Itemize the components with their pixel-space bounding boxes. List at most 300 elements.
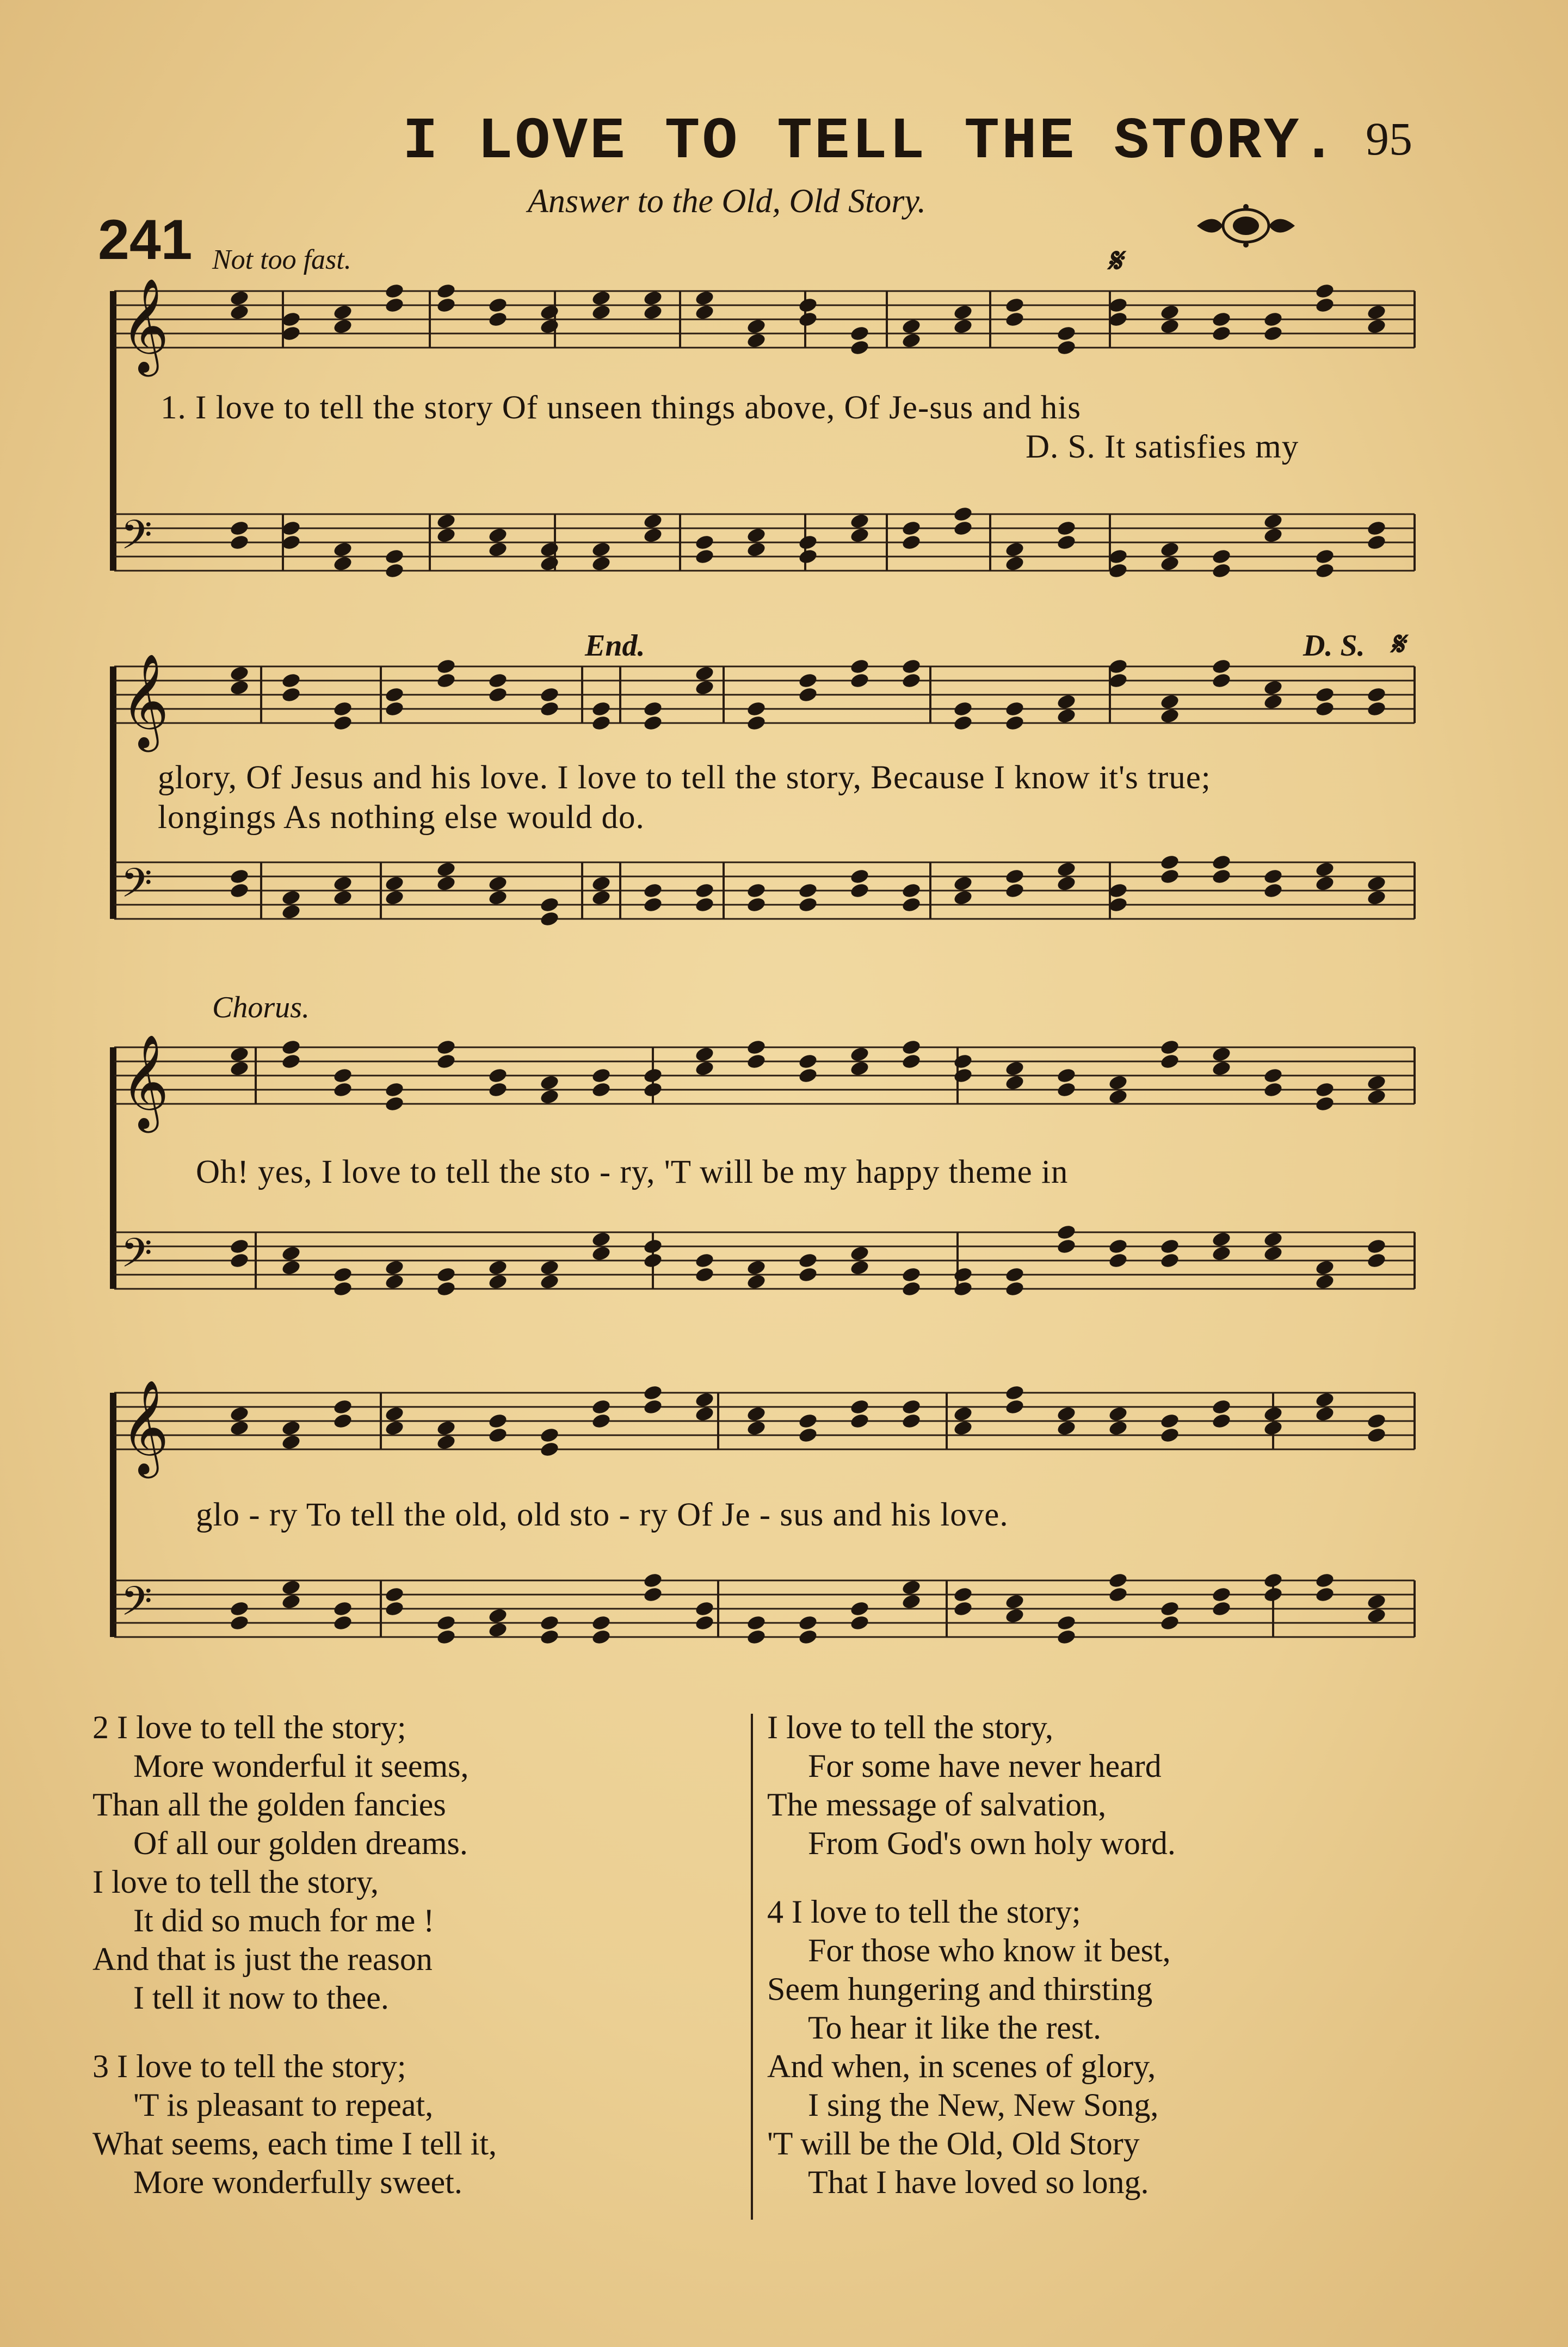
note-head [539,1614,560,1632]
note-head [1263,868,1283,885]
note-head [487,1621,508,1639]
note-head [746,1273,767,1290]
note-head [384,1405,405,1423]
note-head [332,1614,353,1632]
note-head [487,1273,508,1290]
note-head [281,889,301,906]
note-head [229,679,250,696]
note-head [436,1039,456,1056]
note-head [1314,861,1335,878]
note-head [1056,875,1077,892]
note-head [1056,325,1077,342]
note-head [953,1586,973,1603]
note-head [953,889,973,906]
note-head [332,700,353,718]
note-head [643,700,663,718]
note-head [229,882,250,899]
note-head [332,541,353,558]
note-head [539,700,560,718]
note-head [229,1600,250,1617]
note-head [332,1067,353,1084]
note-head [1159,868,1180,885]
note-head [1004,555,1025,572]
segno-mark: 𝄋 [1107,243,1122,280]
note-head [1263,1586,1283,1603]
note-head [901,1579,922,1596]
note-head [1004,1266,1025,1283]
note-head [539,541,560,558]
verse-line: It did so much for me ! [133,1903,435,1938]
bass-clef-icon: 𝄢 [121,1230,152,1287]
note-head [1263,1081,1283,1098]
stanza-gap [92,2017,497,2047]
note-head [849,1398,870,1416]
note-head [1263,1419,1283,1437]
ds-mark: D. S. [1303,629,1365,663]
note-head [591,304,612,321]
note-head [487,1259,508,1276]
note-head [746,700,767,718]
note-head [953,1600,973,1617]
note-head [694,679,715,696]
note-head [798,297,818,314]
note-head [1056,1419,1077,1437]
note-head [591,1231,612,1248]
note-head [746,896,767,913]
note-head [1366,304,1387,321]
note-head [436,1614,456,1632]
note-head [436,861,456,878]
note-head [1159,1600,1180,1617]
note-head [1263,679,1283,696]
note-head [384,1600,405,1617]
note-head [436,512,456,530]
note-head [332,1280,353,1298]
note-head [229,534,250,551]
note-head [1314,700,1335,718]
note-head [798,672,818,689]
note-head [591,1245,612,1262]
note-head [1159,693,1180,711]
note-head [1314,1273,1335,1290]
note-head [384,548,405,565]
note-head [436,875,456,892]
note-head [487,527,508,544]
note-head [487,541,508,558]
note-head [1366,1238,1387,1255]
note-head [281,903,301,921]
note-head [849,339,870,356]
note-head [798,896,818,913]
note-head [849,512,870,530]
note-head [1263,693,1283,711]
note-head [849,1412,870,1430]
note-head [384,1259,405,1276]
note-head [1314,875,1335,892]
note-head [746,714,767,732]
verse-line: Than all the golden fancies [92,1787,446,1823]
note-head [746,1614,767,1632]
note-head [1263,882,1283,899]
note-head [384,297,405,314]
note-head [539,1088,560,1105]
note-head [1366,1426,1387,1444]
treble-clef-icon: 𝄞 [121,1380,169,1474]
chorus-mark: Chorus. [212,991,310,1024]
note-head [953,1419,973,1437]
note-head [1211,548,1232,565]
note-head [643,1586,663,1603]
note-head [694,882,715,899]
note-head [1314,282,1335,300]
note-head [849,1046,870,1063]
hymn-title: I LOVE TO TELL THE STORY. [403,109,1339,175]
verse-line: From God's own holy word. [808,1825,1176,1861]
note-head [591,700,612,718]
note-head [1366,1593,1387,1610]
ornament-icon [1192,201,1300,250]
note-head [849,1259,870,1276]
note-head [1159,304,1180,321]
note-head [901,1053,922,1070]
note-head [798,1067,818,1084]
note-head [384,282,405,300]
note-head [1004,700,1025,718]
note-head [1159,1039,1180,1056]
note-head [694,548,715,565]
note-head [384,686,405,703]
note-head [539,686,560,703]
note-head [332,1398,353,1416]
note-head [591,541,612,558]
note-head [332,1600,353,1617]
note-head [332,875,353,892]
note-head [487,686,508,703]
note-head [746,541,767,558]
note-head [436,1280,456,1298]
lyric-line-4: glo - ry To tell the old, old sto - ry Of Je - sus and his love. [196,1497,1009,1533]
note-head [643,527,663,544]
note-head [1108,1252,1128,1269]
note-head [1056,1224,1077,1241]
note-head [487,1426,508,1444]
note-head [901,534,922,551]
note-head [849,527,870,544]
note-head [643,289,663,307]
note-head [1056,534,1077,551]
note-head [901,1280,922,1298]
note-head [487,1607,508,1625]
note-head [746,527,767,544]
treble-clef-icon: 𝄞 [121,1034,169,1129]
note-head [539,910,560,928]
system-brace [110,666,116,919]
note-head [849,882,870,899]
note-head [1056,339,1077,356]
note-head [1263,311,1283,328]
note-head [746,1259,767,1276]
lyric-line-3: Oh! yes, I love to tell the sto - ry, 'T will be my happy theme in [196,1154,1069,1190]
note-head [229,520,250,537]
note-head [281,1245,301,1262]
lyric-line-2: glory, Of Jesus and his love. I love to tell the story, Because I know it's true; [158,759,1211,796]
note-head [746,332,767,349]
note-head [229,1419,250,1437]
note-head [1263,512,1283,530]
note-head [1211,1046,1232,1063]
note-head [1004,541,1025,558]
note-head [643,1398,663,1416]
note-head [643,1252,663,1269]
note-head [229,1252,250,1269]
note-head [1211,1231,1232,1248]
note-head [1004,1607,1025,1625]
note-head [694,534,715,551]
verse-line: I tell it now to thee. [133,1980,389,2016]
note-head [1108,1419,1128,1437]
note-head [1211,1245,1232,1262]
note-head [229,1046,250,1063]
note-head [1366,318,1387,335]
note-head [694,1266,715,1283]
note-head [281,1593,301,1610]
note-head [384,1586,405,1603]
note-head [643,1384,663,1401]
note-head [1263,1245,1283,1262]
note-head [539,304,560,321]
note-head [591,875,612,892]
note-head [281,672,301,689]
note-head [798,1266,818,1283]
note-head [487,311,508,328]
note-head [953,520,973,537]
note-head [1159,1426,1180,1444]
bass-clef-icon: 𝄢 [121,511,152,569]
note-head [849,1060,870,1077]
note-head [1366,875,1387,892]
note-head [487,889,508,906]
note-head [436,1628,456,1646]
note-head [384,875,405,892]
system-brace [110,1047,116,1289]
note-head [746,1419,767,1437]
note-head [487,1067,508,1084]
note-head [591,714,612,732]
note-head [1366,1412,1387,1430]
note-head [643,1572,663,1589]
note-head [436,1419,456,1437]
note-head [332,555,353,572]
verse-line: And that is just the reason [92,1941,433,1977]
note-head [1056,693,1077,711]
note-head [1366,1252,1387,1269]
note-head [281,1053,301,1070]
verses-section [92,1708,1507,2225]
note-head [229,1614,250,1632]
note-head [332,1081,353,1098]
verse-line: More wonderful it seems, [133,1748,469,1784]
note-head [591,555,612,572]
note-head [1314,1081,1335,1098]
note-head [849,672,870,689]
note-head [229,665,250,682]
note-head [901,882,922,899]
treble-clef-icon: 𝄞 [121,278,169,373]
note-head [1314,686,1335,703]
note-head [953,1266,973,1283]
verse-line: For some have never heard [808,1748,1162,1784]
note-head [591,1412,612,1430]
note-head [332,1266,353,1283]
verse-line: And when, in scenes of glory, [767,2048,1156,2084]
note-head [798,534,818,551]
note-head [1366,1074,1387,1091]
note-head [1211,672,1232,689]
note-head [1366,889,1387,906]
note-head [591,1398,612,1416]
note-head [591,1067,612,1084]
note-head [1159,541,1180,558]
note-head [694,304,715,321]
note-head [1108,1088,1128,1105]
note-head [953,318,973,335]
note-head [798,1614,818,1632]
note-head [1004,882,1025,899]
note-head [1056,520,1077,537]
note-head [281,1434,301,1451]
note-head [1004,1593,1025,1610]
note-head [953,1053,973,1070]
note-head [901,1039,922,1056]
note-head [384,889,405,906]
stanza-gap [767,1863,1176,1893]
note-head [1056,1405,1077,1423]
lyric-line-1-ds: D. S. It satisfies my [1026,429,1299,465]
note-head [332,318,353,335]
note-head [901,1412,922,1430]
note-head [798,1053,818,1070]
note-head [1211,325,1232,342]
note-head [539,1441,560,1458]
note-head [643,882,663,899]
note-head [436,1053,456,1070]
note-head [798,686,818,703]
verse-line: Seem hungering and thirsting [767,1971,1153,2007]
note-head [1159,854,1180,871]
note-head [1314,1572,1335,1589]
note-head [539,1259,560,1276]
note-head [1004,1384,1025,1401]
end-mark: End. [585,629,645,663]
note-head [1159,707,1180,725]
verse-line: The message of salvation, [767,1787,1107,1823]
note-head [229,1060,250,1077]
note-head [901,672,922,689]
note-head [1211,311,1232,328]
note-head [281,1259,301,1276]
note-head [953,700,973,718]
note-head [436,282,456,300]
note-head [539,555,560,572]
note-head [798,548,818,565]
note-head [384,1081,405,1098]
note-head [1263,527,1283,544]
note-head [643,1081,663,1098]
note-head [332,304,353,321]
note-head [953,1405,973,1423]
note-head [953,875,973,892]
note-head [487,1412,508,1430]
note-head [229,1238,250,1255]
note-head [694,896,715,913]
note-head [798,1426,818,1444]
note-head [281,1579,301,1596]
note-head [1314,297,1335,314]
note-head [1314,1391,1335,1409]
verse-line: More wonderfully sweet. [133,2164,462,2200]
note-head [487,1081,508,1098]
note-head [953,1280,973,1298]
note-head [694,1614,715,1632]
note-head [1211,868,1232,885]
note-head [1004,297,1025,314]
note-head [953,1067,973,1084]
note-head [901,332,922,349]
note-head [849,868,870,885]
note-head [1366,1088,1387,1105]
note-head [1056,707,1077,725]
note-head [332,714,353,732]
note-head [849,658,870,675]
note-head [539,1426,560,1444]
note-head [1056,1628,1077,1646]
note-head [1159,1252,1180,1269]
note-head [1004,868,1025,885]
note-head [591,1614,612,1632]
verse-line: To hear it like the rest. [808,2010,1101,2046]
note-head [1211,1412,1232,1430]
note-head [229,289,250,307]
note-head [1211,1586,1232,1603]
note-head [953,505,973,523]
note-head [1108,1238,1128,1255]
verse-line: For those who know it best, [808,1932,1171,1968]
hymn-number: 241 [98,208,193,271]
note-head [539,1628,560,1646]
note-head [539,318,560,335]
note-head [1211,658,1232,675]
verse-line: I love to tell the story, [92,1864,379,1900]
note-head [1314,548,1335,565]
note-head [436,297,456,314]
note-head [436,658,456,675]
note-head [901,1398,922,1416]
note-head [798,311,818,328]
note-head [281,1419,301,1437]
note-head [229,1405,250,1423]
note-head [1159,1412,1180,1430]
verse-line: I love to tell the story, [767,1709,1053,1745]
verse-line: 3 I love to tell the story; [92,2048,406,2084]
note-head [643,1067,663,1084]
note-head [849,1614,870,1632]
note-head [849,325,870,342]
note-head [384,1095,405,1113]
note-head [1314,1259,1335,1276]
note-head [539,1074,560,1091]
note-head [1004,1074,1025,1091]
note-head [694,1405,715,1423]
